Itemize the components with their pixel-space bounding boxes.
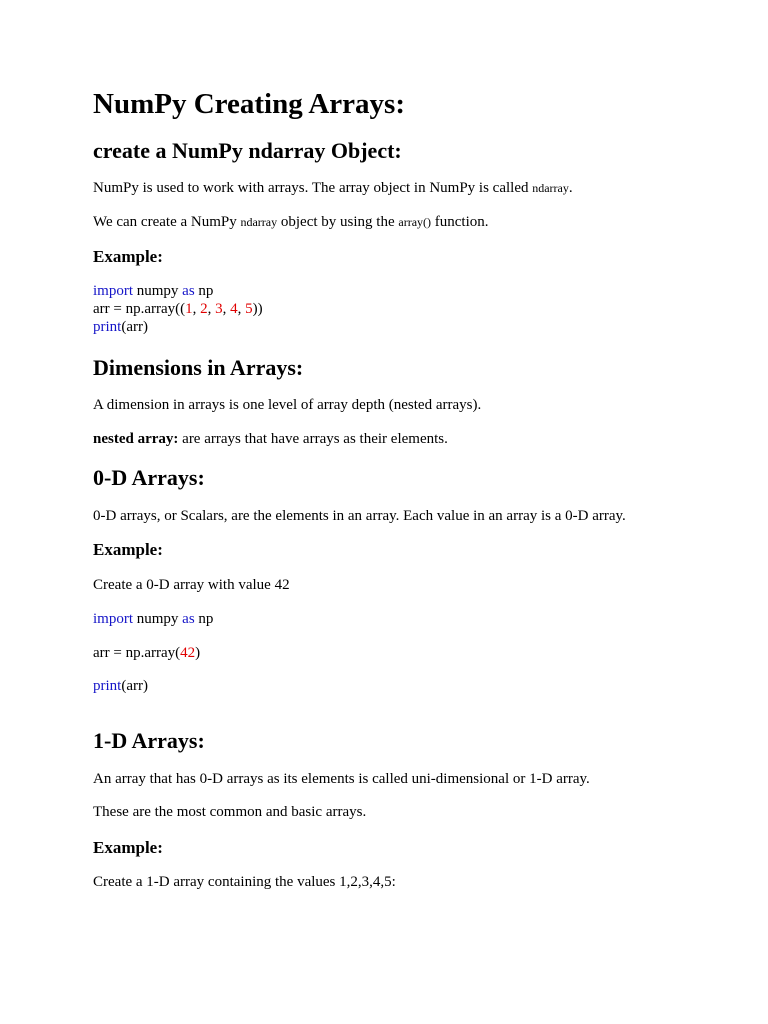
paragraph-1d-common: These are the most common and basic arrays. [93,804,367,820]
page-title: NumPy Creating Arrays: [93,88,405,120]
code-line-import: import numpy as np [93,611,214,627]
inline-code-array-fn: array() [398,215,432,229]
paragraph-1d-definition: An array that has 0-D arrays as its elements is called uni-dimensional or 1-D array. [93,771,590,787]
example-label: Example: [93,540,163,559]
inline-code-ndarray: ndarray [532,181,569,195]
paragraph-array-function: We can create a NumPy ndarray object by using the array() function. [93,214,489,230]
section-heading-0d: 0-D Arrays: [93,465,205,490]
paragraph-nested-array: nested array: are arrays that have arrays as their elements. [93,431,448,447]
example-label: Example: [93,838,163,857]
code-line-import: import numpy as np [93,283,214,299]
code-line-array: arr = np.array((1, 2, 3, 4, 5)) [93,301,263,317]
section-heading-create-ndarray: create a NumPy ndarray Object: [93,138,402,163]
inline-code-ndarray: ndarray [240,215,278,229]
example-label: Example: [93,247,163,266]
code-line-print: print(arr) [93,319,148,335]
section-heading-dimensions: Dimensions in Arrays: [93,355,304,380]
paragraph-ndarray-intro: NumPy is used to work with arrays. The array object in NumPy is called ndarray. [93,180,573,196]
paragraph-1d-example: Create a 1-D array containing the values 1,2,3,4,5: [93,874,396,890]
code-line-array: arr = np.array(42) [93,645,201,661]
code-line-print: print(arr) [93,678,148,694]
paragraph-0d-example: Create a 0-D array with value 42 [93,577,290,593]
section-heading-1d: 1-D Arrays: [93,728,205,753]
paragraph-dimension-definition: A dimension in arrays is one level of array depth (nested arrays). [93,397,482,413]
paragraph-0d-definition: 0-D arrays, or Scalars, are the elements in an array. Each value in an array is a 0-D array. [93,508,626,524]
